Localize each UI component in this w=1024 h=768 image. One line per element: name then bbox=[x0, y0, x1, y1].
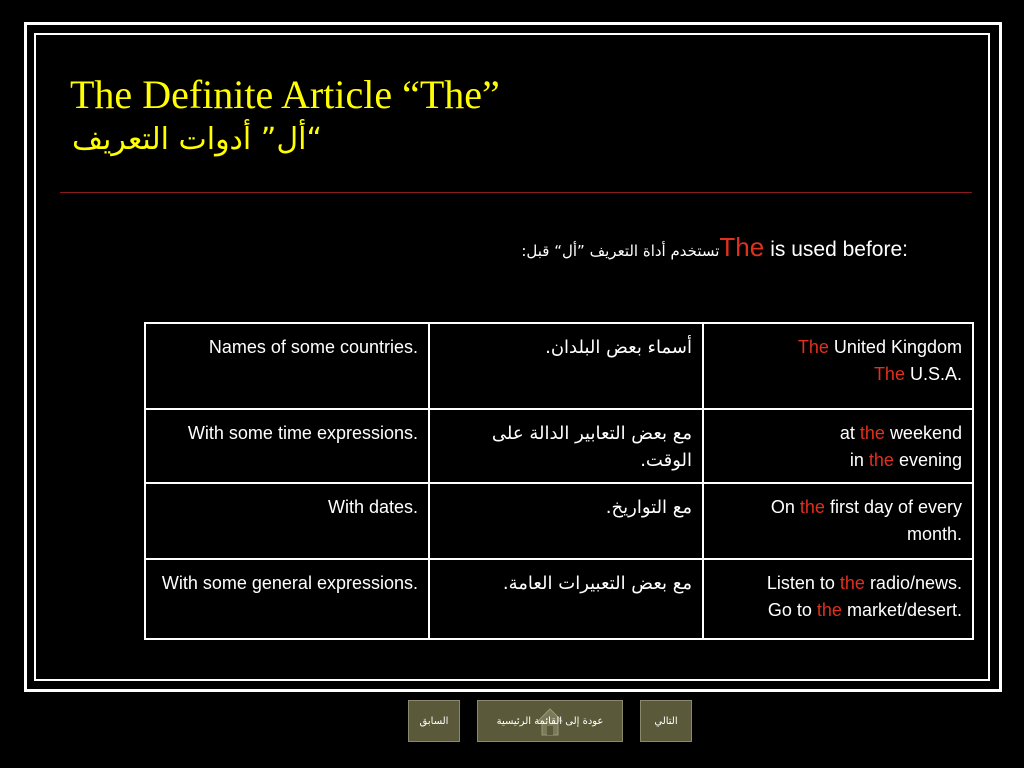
example-article: the bbox=[868, 450, 894, 470]
example-noun: U.S.A. bbox=[909, 364, 962, 384]
example-line bbox=[714, 597, 962, 624]
example-prefix: at bbox=[839, 423, 855, 443]
usage-description: Names of some countries. bbox=[145, 323, 429, 409]
usage-description-arabic: مع بعض التعبيرات العامة. bbox=[429, 559, 703, 639]
next-button[interactable] bbox=[640, 700, 692, 742]
home-button-label: عودة إلى القائمة الرئيسية bbox=[496, 715, 604, 727]
slide-title: The Definite Article “The” bbox=[70, 72, 500, 117]
subtitle-arabic: تستخدم أداة التعريف ”أل“ قبل: bbox=[521, 242, 720, 260]
example-prefix: Go to bbox=[767, 600, 812, 620]
table-row bbox=[145, 559, 973, 639]
subtitle bbox=[521, 232, 908, 263]
usage-examples bbox=[703, 323, 973, 409]
title-divider bbox=[60, 192, 972, 193]
usage-examples bbox=[703, 559, 973, 639]
usage-description-arabic: أسماء بعض البلدان. bbox=[429, 323, 703, 409]
usage-description: With some general expressions. bbox=[145, 559, 429, 639]
next-button-label: التالي bbox=[654, 715, 678, 727]
usage-examples bbox=[703, 483, 973, 559]
example-noun: market/desert. bbox=[846, 600, 962, 620]
usage-description-arabic: مع التواريخ. bbox=[429, 483, 703, 559]
usage-table bbox=[144, 322, 974, 640]
usage-description: With dates. bbox=[145, 483, 429, 559]
example-noun: first day of every month. bbox=[829, 497, 962, 544]
example-prefix: in bbox=[849, 450, 864, 470]
usage-description: With some time expressions. bbox=[145, 409, 429, 483]
table-row bbox=[145, 483, 973, 559]
example-article: the bbox=[859, 423, 885, 443]
example-prefix: Listen to bbox=[766, 573, 835, 593]
subtitle-the: The bbox=[719, 232, 765, 262]
example-article: the bbox=[799, 497, 825, 517]
usage-examples bbox=[703, 409, 973, 483]
subtitle-english: is used before: bbox=[770, 238, 908, 261]
home-button[interactable] bbox=[477, 700, 623, 742]
example-noun: radio/news. bbox=[869, 573, 962, 593]
example-article: the bbox=[816, 600, 842, 620]
usage-description-arabic: مع بعض التعابير الدالة على الوقت. bbox=[429, 409, 703, 483]
example-noun: weekend bbox=[889, 423, 962, 443]
prev-button-label: السابق bbox=[419, 715, 449, 727]
example-article: The bbox=[797, 337, 829, 357]
example-article: The bbox=[873, 364, 905, 384]
example-article: the bbox=[839, 573, 865, 593]
example-line bbox=[714, 334, 962, 361]
prev-button[interactable] bbox=[408, 700, 460, 742]
example-noun: evening bbox=[898, 450, 962, 470]
table-row bbox=[145, 409, 973, 483]
slide-title-arabic: “أل” أدوات التعريف bbox=[72, 122, 323, 157]
example-line bbox=[714, 361, 962, 388]
example-noun: United Kingdom bbox=[833, 337, 962, 357]
example-line bbox=[714, 494, 962, 548]
example-line bbox=[714, 447, 962, 474]
example-line bbox=[714, 570, 962, 597]
example-line bbox=[714, 420, 962, 447]
example-prefix: On bbox=[770, 497, 795, 517]
table-row bbox=[145, 323, 973, 409]
